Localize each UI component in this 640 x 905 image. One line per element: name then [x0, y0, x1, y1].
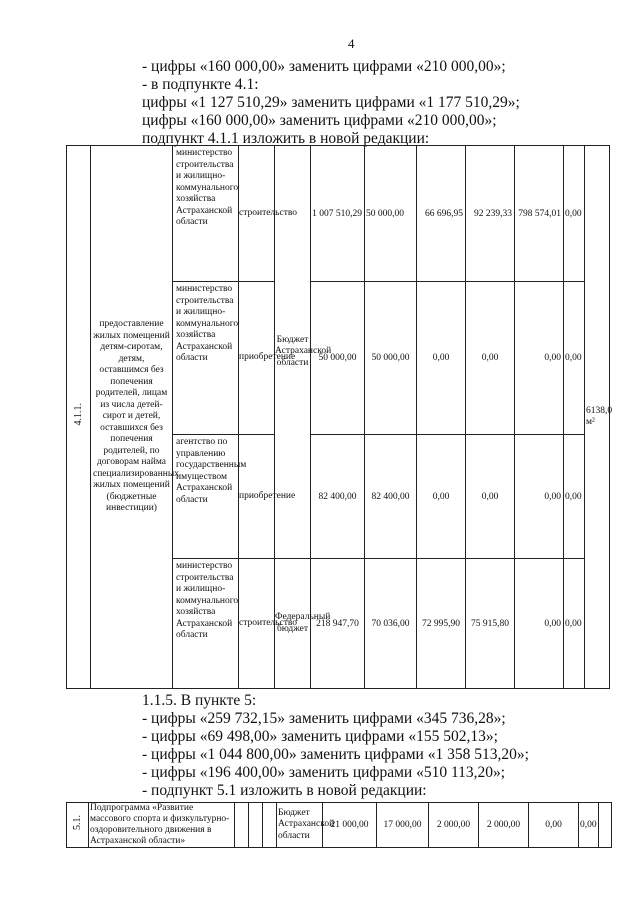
value-cell: 0,00 — [564, 559, 585, 689]
value-cell: 0,00 — [564, 435, 585, 559]
amendment-text-middle — [142, 692, 602, 800]
text-line: цифры «1 127 510,29» заменить цифрами «1 177 510,29»; — [142, 94, 520, 111]
item-description: предоставление жилых помещений детям-сиротам, детям, оставшимся без попечения родителей, лицам из числа детей-сирот и детей, оставшихся без попечения родителей, по договорам найма специализированных жилых помещений (бюджетные инвестиции) — [91, 146, 173, 689]
value-cell: 2 000,00 — [429, 803, 479, 848]
funding-source-federal: Федеральный бюджет — [275, 559, 311, 689]
text-line: - цифры «259 732,15» заменить цифрами «345 736,28»; — [142, 710, 506, 727]
value-cell: 798 574,01 — [515, 146, 564, 282]
value-cell: 0,00 — [529, 803, 579, 848]
item-number: 4.1.1. — [73, 403, 84, 426]
org-cell: министерство строительства и жилищно-коммунального хозяйства Астраханской области — [173, 559, 239, 689]
empty-cell — [249, 803, 263, 848]
text-line: - цифры «160 000,00» заменить цифрами «210 000,00»; — [142, 58, 506, 75]
value-cell: 82 400,00 — [311, 435, 365, 559]
value-cell: 218 947,70 — [311, 559, 365, 689]
table-subitem-5-1 — [66, 802, 612, 848]
text-line: - подпункт 5.1 изложить в новой редакции: — [142, 782, 427, 799]
item-number-cell — [67, 803, 89, 848]
value-cell: 21 000,00 — [323, 803, 377, 848]
funding-source-regional: Бюджет Астраханской области — [275, 146, 311, 559]
value-cell: 70 036,00 — [365, 559, 417, 689]
value-cell: 0,00 — [515, 282, 564, 435]
value-cell: 0,00 — [515, 435, 564, 559]
value-cell: 2 000,00 — [479, 803, 529, 848]
area-note: 6138,0 м² — [585, 146, 610, 689]
value-cell: 0,00 — [564, 282, 585, 435]
value-cell: 92 239,33 — [466, 146, 515, 282]
table-row — [67, 146, 610, 282]
value-cell: 75 915,80 — [466, 559, 515, 689]
text-line: подпункт 4.1.1 изложить в новой редакции: — [142, 130, 430, 147]
empty-cell — [263, 803, 277, 848]
value-cell: 0,00 — [417, 282, 466, 435]
text-line: цифры «160 000,00» заменить цифрами «210 000,00»; — [142, 112, 497, 129]
value-cell: 1 007 510,29 — [311, 146, 365, 282]
value-cell: 0,00 — [579, 803, 599, 848]
empty-cell — [599, 803, 612, 848]
value-cell: 72 995,90 — [417, 559, 466, 689]
type-cell: приобретение — [239, 282, 275, 435]
table-row — [67, 803, 612, 848]
funding-source: Бюджет Астраханской области — [277, 803, 323, 848]
text-line: - цифры «69 498,00» заменить цифрами «155 502,13»; — [142, 728, 498, 745]
value-cell: 0,00 — [417, 435, 466, 559]
item-number-cell — [67, 146, 91, 689]
value-cell: 0,00 — [515, 559, 564, 689]
table-subitem-4-1-1 — [66, 145, 613, 689]
value-cell: 82 400,00 — [365, 435, 417, 559]
value-cell: 0,00 — [564, 146, 585, 282]
value-cell: 0,00 — [466, 435, 515, 559]
type-cell: приобретение — [239, 435, 275, 559]
org-cell: министерство строительства и жилищно-коммунального хозяйства Астраханской области — [173, 282, 239, 435]
page-number: 4 — [348, 36, 355, 51]
value-cell: 50 000,00 — [365, 282, 417, 435]
type-cell: строительство — [239, 146, 275, 282]
amendment-text-top — [142, 58, 602, 148]
value-cell: 66 696,95 — [417, 146, 466, 282]
empty-cell — [235, 803, 249, 848]
value-cell: 50 000,00 — [365, 146, 417, 282]
text-line: 1.1.5. В пункте 5: — [142, 692, 257, 709]
text-line: - в подпункте 4.1: — [142, 76, 259, 93]
text-line: - цифры «196 400,00» заменить цифрами «510 113,20»; — [142, 764, 506, 781]
text-line: - цифры «1 044 800,00» заменить цифрами «1 358 513,20»; — [142, 746, 529, 763]
subprogram-name: Подпрограмма «Развитие массового спорта и физкультурно-оздоровительного движения в Астраханской области» — [89, 803, 235, 848]
value-cell: 17 000,00 — [377, 803, 429, 848]
type-cell: строительство — [239, 559, 275, 689]
value-cell: 0,00 — [466, 282, 515, 435]
value-cell: 50 000,00 — [311, 282, 365, 435]
org-cell: министерство строительства и жилищно-коммунального хозяйства Астраханской области — [173, 146, 239, 282]
org-cell: агентство по управлению государственным имуществом Астраханской области — [173, 435, 239, 559]
item-number: 5.1. — [72, 815, 83, 830]
